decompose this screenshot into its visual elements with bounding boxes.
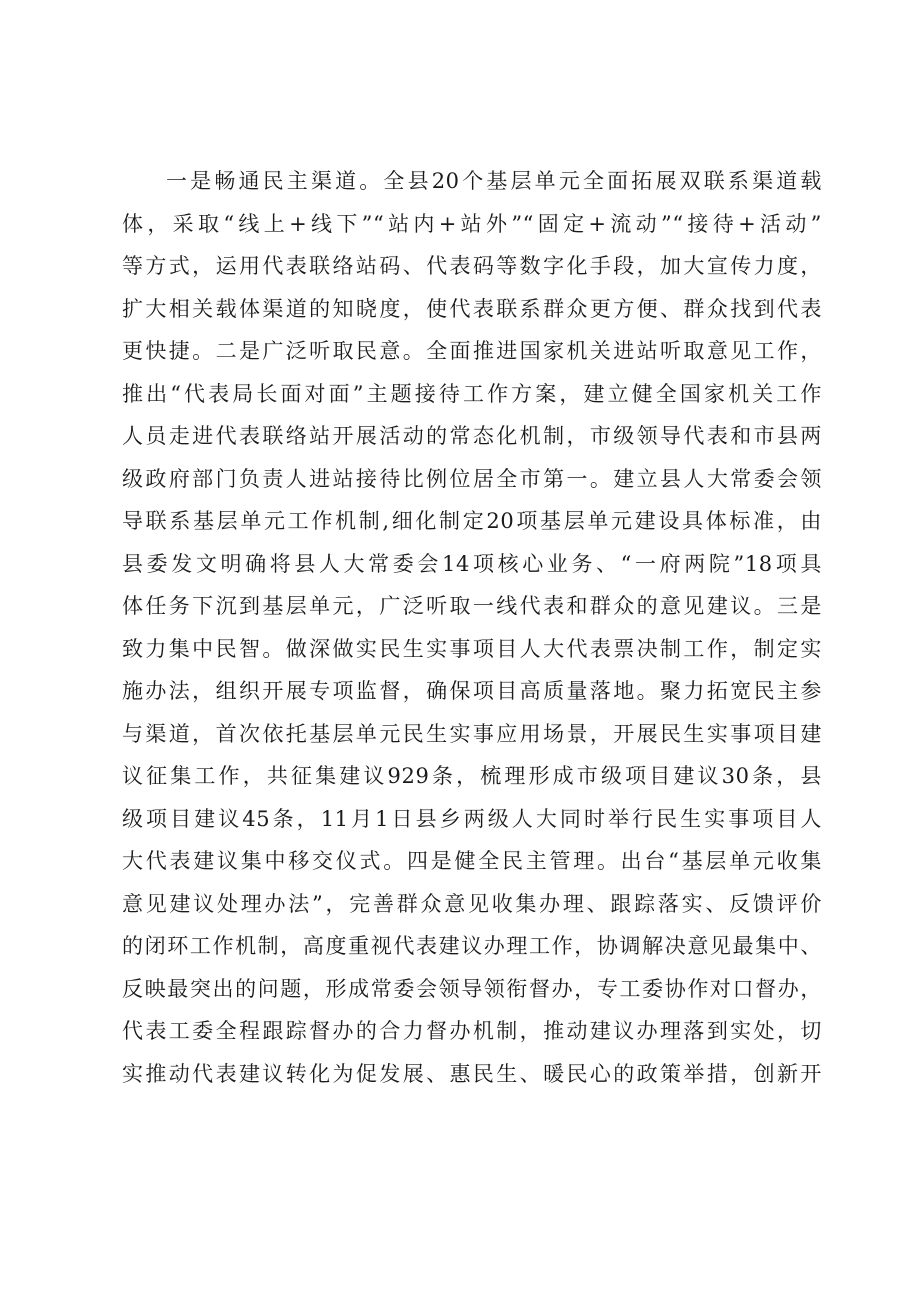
paragraph-line: 与渠道，首次依托基层单元民生实事应用场景，开展民生实事项目建 (122, 721, 822, 746)
paragraph-line: 级政府部门负责人进站接待比例位居全市第一。建立县人大常委会领 (122, 466, 822, 491)
paragraph-line: 扩大相关载体渠道的知晓度，使代表联系群众更方便、群众找到代表 (122, 296, 822, 321)
paragraph-line: 等方式，运用代表联络站码、代表码等数字化手段，加大宣传力度， (122, 254, 822, 278)
paragraph-line: 级项目建议45条，11月1日县乡两级人大同时举行民生实事项目人 (122, 806, 822, 831)
body-paragraph (122, 160, 822, 1095)
paragraph-line: 致力集中民智。做深做实民生实事项目人大代表票决制工作，制定实 (122, 636, 822, 661)
paragraph-line: 大代表建议集中移交仪式。四是健全民主管理。出台“基层单元收集 (122, 849, 822, 873)
paragraph-line: 议征集工作，共征集建议929条，梳理形成市级项目建议30条，县 (122, 764, 822, 788)
paragraph-line: 意见建议处理办法”，完善群众意见收集办理、跟踪落实、反馈评价 (122, 891, 822, 916)
paragraph-line: 县委发文明确将县人大常委会14项核心业务、“一府两院”18项具 (122, 551, 822, 576)
paragraph-line: 的闭环工作机制，高度重视代表建议办理工作，协调解决意见最集中、 (122, 934, 822, 958)
paragraph-line: 导联系基层单元工作机制,细化制定20项基层单元建设具体标准，由 (122, 509, 822, 533)
paragraph-line: 代表工委全程跟踪督办的合力督办机制，推动建议办理落到实处，切 (122, 1019, 822, 1043)
paragraph-line: 人员走进代表联络站开展活动的常态化机制，市级领导代表和市县两 (122, 424, 822, 448)
paragraph-line: 施办法，组织开展专项监督，确保项目高质量落地。聚力拓宽民主参 (122, 679, 822, 703)
paragraph-line: 实推动代表建议转化为促发展、惠民生、暖民心的政策举措，创新开 (122, 1061, 822, 1086)
paragraph-line: 推出“代表局长面对面”主题接待工作方案，建立健全国家机关工作 (122, 381, 822, 406)
paragraph-line: 体任务下沉到基层单元，广泛听取一线代表和群众的意见建议。三是 (122, 594, 822, 618)
paragraph-line: 一是畅通民主渠道。全县20个基层单元全面拓展双联系渠道载 (166, 169, 822, 193)
paragraph-line: 反映最突出的问题，形成常委会领导领衔督办，专工委协作对口督办， (122, 976, 822, 1001)
paragraph-line: 更快捷。二是广泛听取民意。全面推进国家机关进站听取意见工作， (122, 339, 822, 363)
paragraph-line: 体，采取“线上+线下”“站内+站外”“固定+流动”“接待+活动” (122, 211, 822, 236)
